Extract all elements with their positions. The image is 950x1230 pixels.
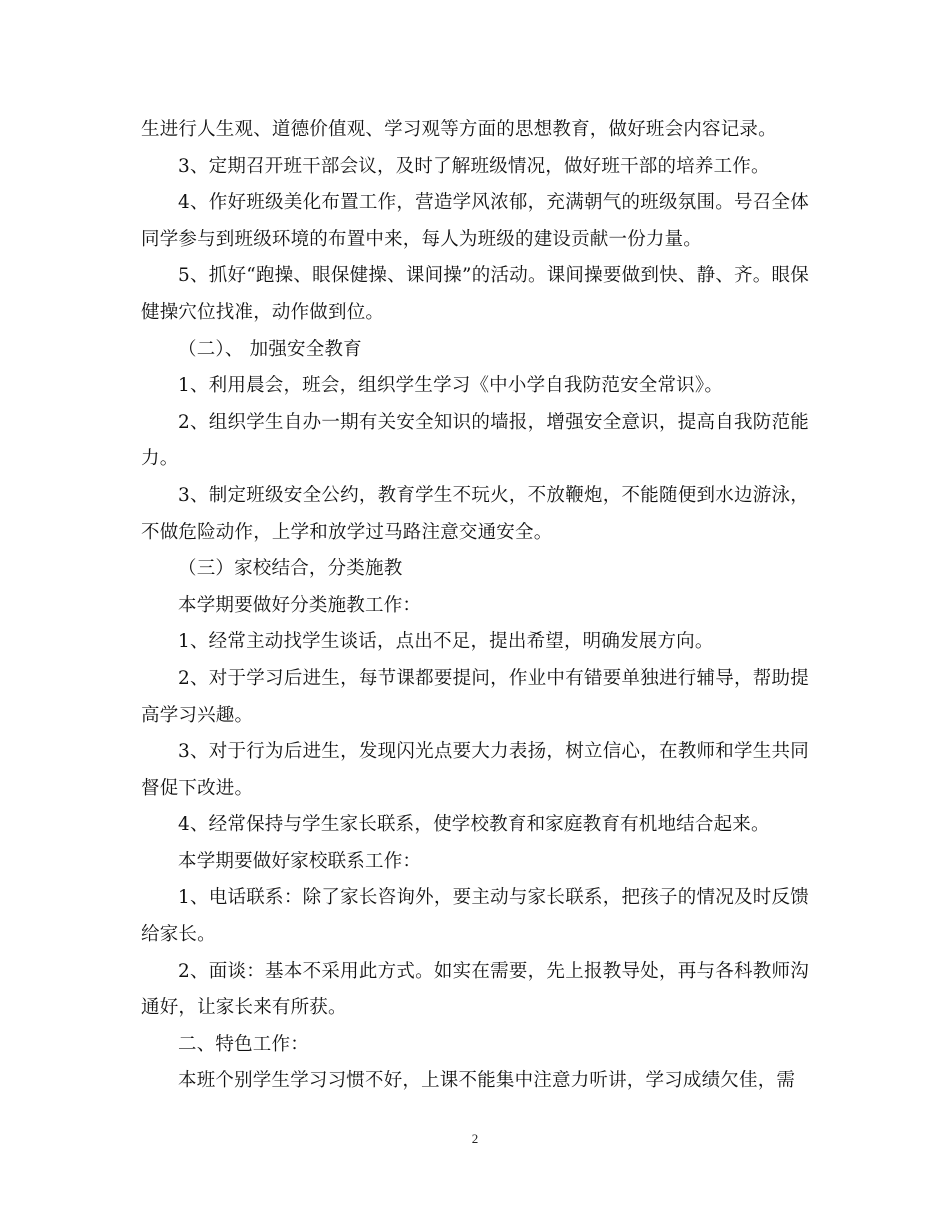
section-heading: 二、特色工作：	[178, 1033, 309, 1055]
paragraph: 2、对于学习后进生，每节课都要提问，作业中有错要单独进行辅导，帮助提高学习兴趣。	[141, 667, 809, 726]
page-number: 2	[471, 1131, 479, 1146]
paragraph: 1、电话联系：除了家长咨询外，要主动与家长联系，把孩子的情况及时反馈给家长。	[141, 887, 809, 946]
paragraph: 2、面谈：基本不采用此方式。如实在需要，先上报教导处，再与各科教师沟通好，让家长来有所获。	[141, 960, 809, 1019]
paragraph: 生进行人生观、道德价值观、学习观等方面的思想教育，做好班会内容记录。	[141, 119, 777, 140]
paragraph: 1、经常主动找学生谈话，点出不足，提出希望，明确发展方向。	[178, 631, 714, 653]
paragraph: 1、利用晨会，班会，组织学生学习《中小学自我防范安全常识》。	[178, 375, 724, 397]
paragraph: 本班个别学生学习习惯不好，上课不能集中注意力听讲，学习成绩欠佳，需	[178, 1070, 796, 1092]
paragraph: 3、定期召开班干部会议，及时了解班级情况，做好班干部的培养工作。	[178, 155, 770, 177]
paragraph: 4、作好班级美化布置工作，营造学风浓郁，充满朝气的班级氛围。号召全体同学参与到班级环境的布置中来，每人为班级的建设贡献一份力量。	[141, 192, 809, 250]
paragraph: 3、制定班级安全公约，教育学生不玩火，不放鞭炮，不能随便到水边游泳，不做危险动作，上学和放学过马路注意交通安全。	[141, 484, 809, 543]
section-heading: （二）、 加强安全教育	[178, 338, 362, 360]
paragraph: 5、抓好“跑操、眼保健操、课间操”的活动。课间操要做到快、静、齐。眼保健操穴位找准，动作做到位。	[141, 265, 809, 323]
document-body	[141, 112, 809, 1100]
paragraph: 本学期要做好分类施教工作：	[178, 594, 422, 616]
paragraph: 2、组织学生自办一期有关安全知识的墙报，增强安全意识，提高自我防范能力。	[141, 411, 809, 470]
paragraph: 本学期要做好家校联系工作：	[178, 850, 422, 872]
section-heading: （三）家校结合，分类施教	[178, 558, 403, 580]
paragraph: 4、经常保持与学生家长联系，使学校教育和家庭教育有机地结合起来。	[178, 814, 770, 836]
paragraph: 3、对于行为后进生，发现闪光点要大力表扬，树立信心，在教师和学生共同督促下改进。	[141, 741, 809, 799]
